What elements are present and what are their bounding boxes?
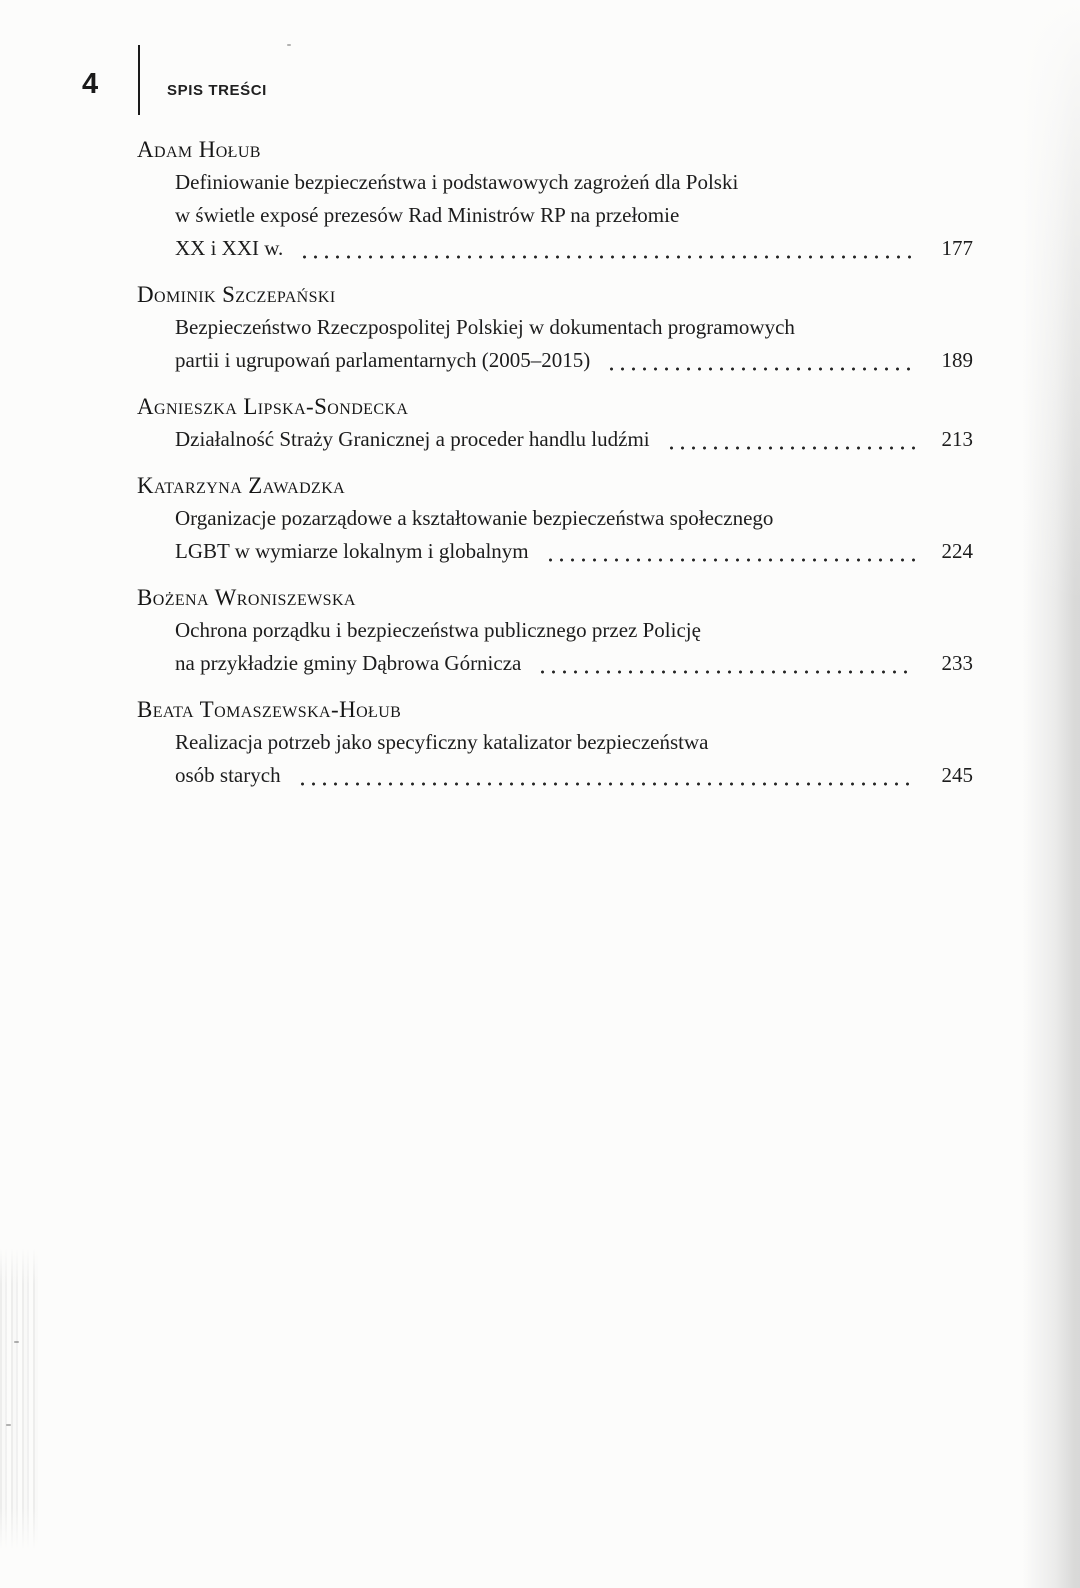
toc-title-line: Realizacja potrzeb jako specyficzny katalizator bezpieczeństwa (175, 730, 709, 754)
toc-entry (137, 390, 973, 456)
toc-leader-text: na przykładzie gminy Dąbrowa Górnicza (175, 651, 522, 675)
dot-leader (537, 647, 915, 680)
header-divider-rule (138, 45, 140, 115)
toc-title-line: Bezpieczeństwo Rzeczpospolitej Polskiej w dokumentach programowych (175, 315, 795, 339)
toc-leader-text: XX i XXI w. (175, 236, 284, 260)
toc-title-line: Organizacje pozarządowe a kształtowanie bezpieczeństwa społecznego (175, 506, 774, 530)
toc-author: Dominik Szczepański (137, 282, 336, 307)
toc-entry (137, 278, 973, 377)
toc-title-line: w świetle exposé prezesów Rad Ministrów RP na przełomie (175, 203, 680, 227)
toc-page-number: 177 (941, 236, 973, 260)
toc-leader-line (137, 344, 973, 377)
toc-author: Beata Tomaszewska-Hołub (137, 697, 402, 722)
toc-leader-line (137, 423, 973, 456)
dot-leader (297, 759, 915, 792)
scan-gutter-streaks (0, 1248, 38, 1550)
toc-leader-text: partii i ugrupowań parlamentarnych (2005–2015) (175, 348, 591, 372)
toc-page-number: 213 (941, 427, 973, 451)
scan-speck (287, 44, 291, 46)
page-number: 4 (82, 68, 99, 100)
scan-speck (14, 1341, 19, 1343)
table-of-contents (137, 133, 973, 805)
toc-leader-line (137, 759, 973, 792)
toc-author: Adam Hołub (137, 137, 261, 162)
toc-leader-text: LGBT w wymiarze lokalnym i globalnym (175, 539, 529, 563)
toc-page-number: 224 (941, 539, 973, 563)
toc-author: Agnieszka Lipska-Sondecka (137, 394, 409, 419)
toc-author: Bożena Wroniszewska (137, 585, 356, 610)
toc-author: Katarzyna Zawadzka (137, 473, 346, 498)
toc-page-number: 189 (941, 348, 973, 372)
scan-speck (6, 1424, 11, 1426)
toc-title-line: Ochrona porządku i bezpieczeństwa publicznego przez Policję (175, 618, 701, 642)
page-header-title: SPIS TREŚCI (167, 82, 267, 99)
toc-entry (137, 133, 973, 265)
dot-leader (666, 423, 915, 456)
toc-leader-line (137, 232, 973, 265)
dot-leader (606, 344, 915, 377)
toc-entry (137, 693, 973, 792)
toc-title-line: Definiowanie bezpieczeństwa i podstawowych zagrożeń dla Polski (175, 170, 739, 194)
toc-leader-text: osób starych (175, 763, 281, 787)
toc-leader-line (137, 647, 973, 680)
dot-leader (299, 232, 915, 265)
toc-page-number: 233 (941, 651, 973, 675)
toc-leader-line (137, 535, 973, 568)
toc-page-number: 245 (941, 763, 973, 787)
toc-entry (137, 469, 973, 568)
toc-entry (137, 581, 973, 680)
dot-leader (545, 535, 915, 568)
scan-edge-shadow (1022, 0, 1080, 1588)
toc-leader-text: Działalność Straży Granicznej a proceder handlu ludźmi (175, 427, 650, 451)
